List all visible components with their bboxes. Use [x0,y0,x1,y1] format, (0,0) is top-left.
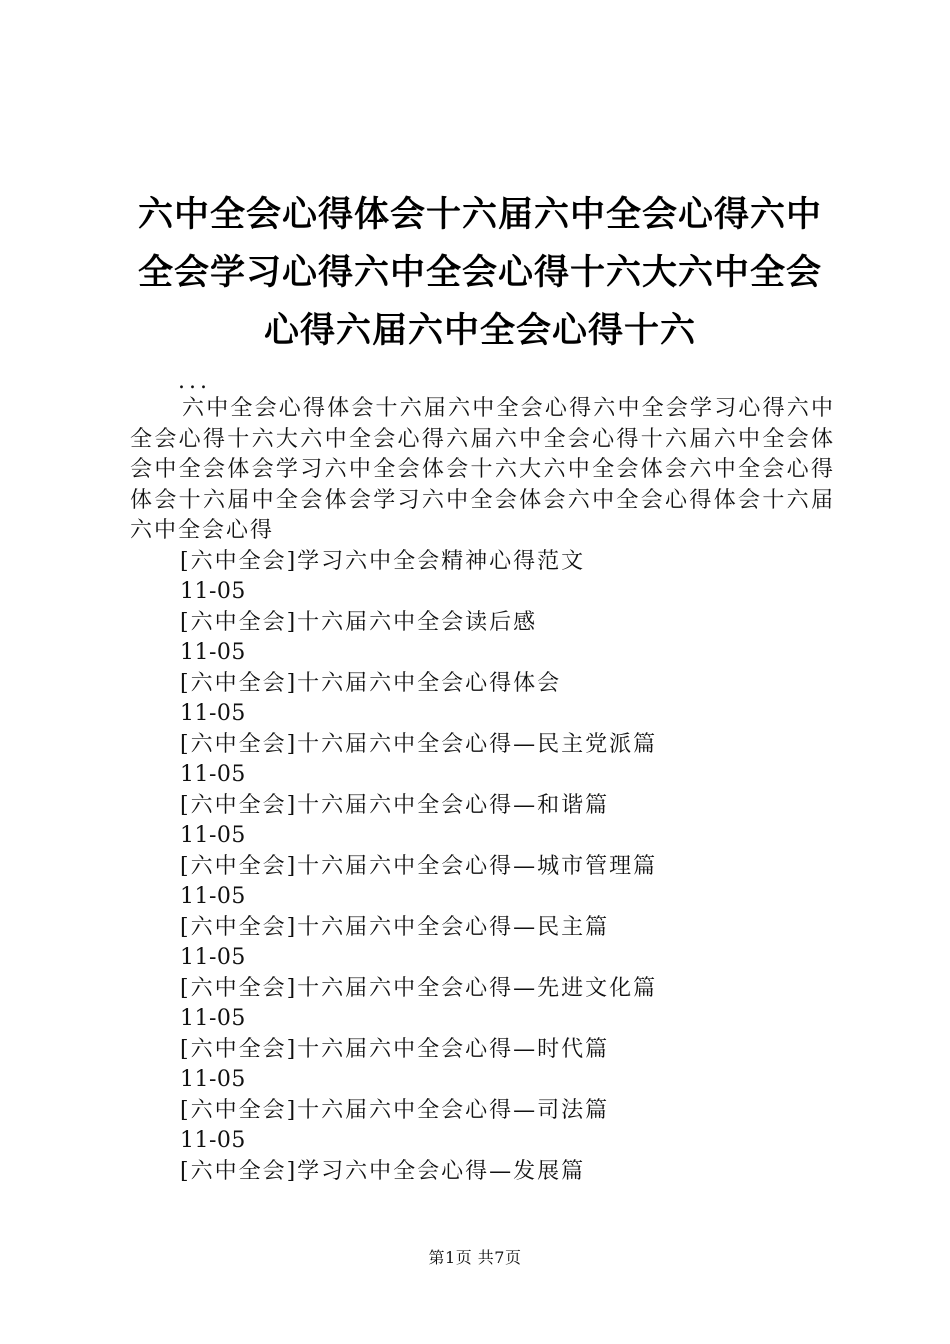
article-link[interactable]: [六中全会]学习六中全会精神心得范文 [180,548,586,574]
article-link[interactable]: [六中全会]十六届六中全会心得—和谐篇 [180,792,610,818]
article-date: 11-05 [180,1067,246,1092]
document-body [130,370,835,1187]
article-link[interactable]: [六中全会]学习六中全会心得—发展篇 [180,1158,586,1184]
article-date: 11-05 [180,1006,246,1031]
intro-paragraph: 六中全会心得体会十六届六中全会心得六中全会学习心得六中全会心得十六大六中全会心得六届六中全会心得十六届六中全会体会中全会体会学习六中全会体会十六大六中全会体会六中全会心得体会十六届中全会体会学习六中全会体会六中全会心得体会十六届六中全会心得 [130,396,835,543]
article-date: 11-05 [180,945,246,970]
list-item [180,669,835,730]
article-link[interactable]: [六中全会]十六届六中全会心得—先进文化篇 [180,975,658,1001]
article-link[interactable]: [六中全会]十六届六中全会心得—城市管理篇 [180,853,658,879]
article-link[interactable]: [六中全会]十六届六中全会心得—民主篇 [180,914,610,940]
page-footer: 第1页 共7页 [428,1248,522,1267]
list-item [180,852,835,913]
article-link[interactable]: [六中全会]十六届六中全会心得—司法篇 [180,1097,610,1123]
list-item [180,730,835,791]
list-item [180,1035,835,1096]
article-date: 11-05 [180,640,246,665]
article-date: 11-05 [180,1128,246,1153]
list-item [180,974,835,1035]
article-list [130,547,835,1188]
article-link[interactable]: [六中全会]十六届六中全会读后感 [180,609,538,635]
list-item [180,1096,835,1157]
list-item [180,608,835,669]
list-item [180,791,835,852]
ellipsis-marker: ... [178,369,211,394]
list-item [180,1157,835,1188]
article-date: 11-05 [180,823,246,848]
list-item [180,547,835,608]
list-item [180,913,835,974]
article-date: 11-05 [180,762,246,787]
article-link[interactable]: [六中全会]十六届六中全会心得—民主党派篇 [180,731,658,757]
article-date: 11-05 [180,701,246,726]
article-date: 11-05 [180,884,246,909]
article-link[interactable]: [六中全会]十六届六中全会心得体会 [180,670,562,696]
article-date: 11-05 [180,579,246,604]
document-title: 六中全会心得体会十六届六中全会心得六中全会学习心得六中全会心得十六大六中全会心得六届六中全会心得十六 [137,195,822,351]
article-link[interactable]: [六中全会]十六届六中全会心得—时代篇 [180,1036,610,1062]
